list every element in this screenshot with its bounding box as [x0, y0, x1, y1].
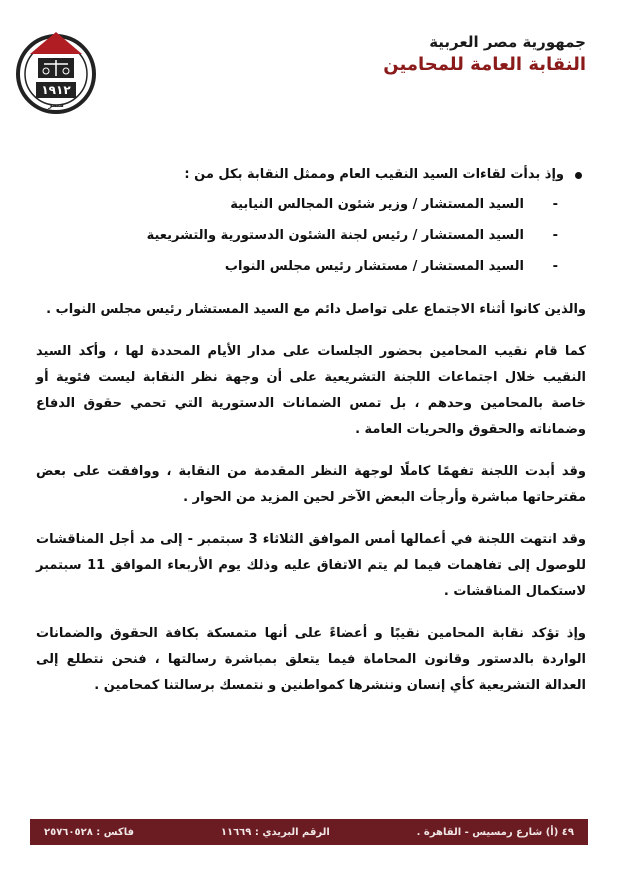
bullet-icon — [575, 172, 582, 179]
footer-bar — [30, 819, 588, 845]
footer-fax: فاكس : ٢٥٧٦٠٥٢٨ — [44, 826, 135, 838]
footer-postal-code: الرقم البريدي : ١١٦٦٩ — [220, 826, 330, 838]
logo-caption: مصر — [48, 101, 64, 109]
paragraph: كما قام نقيب المحامين بحضور الجلسات على مدار الأيام المحددة لها ، وأكد السيد النقيب خلال اجتماعات اللجنة التشريعية على أن وجهة نظر النقابة ليست فئوية أو خاصة بالمحامين وحدهم ، بل تمس الضمانات الدستورية التي تحمي حقوق الدفاع وضماناته والحقوق والحريات العامة . — [36, 344, 586, 437]
syndicate-name: النقابة العامة للمحامين — [383, 54, 586, 75]
bar-association-logo — [14, 24, 98, 120]
paragraph: وقد انتهت اللجنة في أعمالها أمس الموافق الثلاثاء 3 سبتمبر - إلى مد أجل المناقشات للوصول إلى تفاهمات فيما لم يتم الاتفاق عليه وذلك يوم الأربعاء الموافق 11 سبتمبر لاستكمال المناقشات . — [36, 532, 586, 599]
list-item — [36, 194, 586, 225]
list-item-text: السيد المستشار / مستشار رئيس مجلس النواب — [224, 259, 524, 274]
list-item — [36, 256, 586, 287]
footer-address: ٤٩ (أ) شارع رمسيس - القاهرة . — [416, 826, 574, 838]
paragraph: وإذ تؤكد نقابة المحامين نقيبًا و أعضاءً على أنها متمسكة بكافة الحقوق والضمانات الواردة بالدستور وقانون المحاماة فيما يتعلق بمباشرة رسالتها ، فنحن نتطلع إلى العدالة التشريعية كأي إنسان وننشرها كمواطنين و نتمسك برسالتنا كمحامين . — [36, 626, 586, 693]
intro-paragraph — [36, 162, 586, 188]
logo-year: ١٩١٢ — [41, 83, 71, 97]
letterhead — [14, 24, 586, 114]
paragraph: والذين كانوا أثناء الاجتماع على تواصل دائم مع السيد المستشار رئيس مجلس النواب . — [46, 302, 586, 317]
dash-icon: - — [552, 228, 558, 243]
list-item-text: السيد المستشار / وزير شئون المجالس النيابية — [230, 197, 524, 212]
list-item — [36, 225, 586, 256]
meetings-list — [36, 194, 586, 287]
letterhead-title — [383, 32, 586, 78]
intro-text: وإذ بدأت لقاءات السيد النقيب العام وممثل النقابة بكل من : — [184, 167, 564, 182]
dash-icon: - — [552, 197, 558, 212]
list-item-text: السيد المستشار / رئيس لجنة الشئون الدستورية والتشريعية — [146, 228, 524, 243]
letter-body — [36, 162, 586, 699]
dash-icon: - — [552, 259, 558, 274]
paragraph: وقد أبدت اللجنة تفهمًا كاملًا لوجهة النظر المقدمة من النقابة ، ووافقت على بعض مقترحاتها مباشرة وأرجأت البعض الآخر لحين المزيد من الحوار . — [36, 464, 586, 505]
republic-name: جمهورية مصر العربية — [429, 33, 586, 51]
